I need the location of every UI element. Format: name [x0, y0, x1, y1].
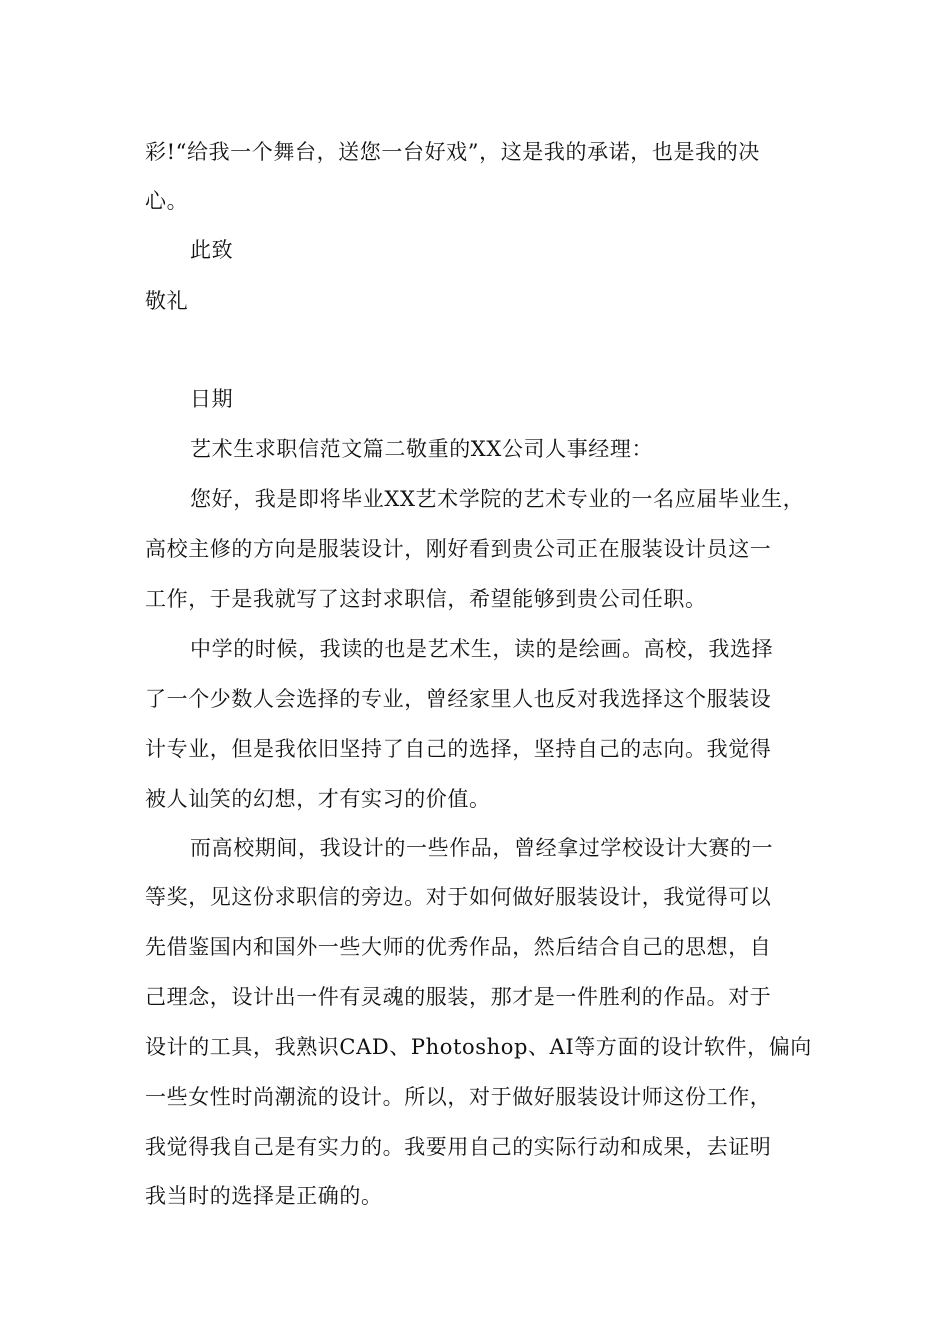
- text-line: 我当时的选择是正确的。: [145, 1184, 383, 1208]
- text-line: 己理念，设计出一件有灵魂的服装，那才是一件胜利的作品。对于: [145, 985, 772, 1009]
- text-line: 我觉得我自己是有实力的。我要用自己的实际行动和成果，去证明: [145, 1135, 772, 1159]
- text-line: 而高校期间，我设计的一些作品，曾经拿过学校设计大赛的一: [190, 836, 774, 860]
- closing-regards: 敬礼: [145, 289, 189, 313]
- closing-salutation: 此致: [190, 238, 234, 262]
- text-line: 设计的工具，我熟识CAD、Photoshop、AI等方面的设计软件，偏向: [145, 1035, 812, 1059]
- section-heading: 艺术生求职信范文篇二敬重的XX公司人事经理：: [190, 437, 654, 461]
- text-line: 您好，我是即将毕业XX艺术学院的艺术专业的一名应届毕业生，: [190, 487, 805, 511]
- text-line: 计专业，但是我依旧坚持了自己的选择，坚持自己的志向。我觉得: [145, 737, 772, 761]
- text-line: 被人讪笑的幻想，才有实习的价值。: [145, 787, 491, 811]
- text-line: 高校主修的方向是服装设计，刚好看到贵公司正在服装设计员这一: [145, 537, 772, 561]
- text-line: 工作，于是我就写了这封求职信，希望能够到贵公司任职。: [145, 587, 707, 611]
- text-line: 彩!“给我一个舞台，送您一台好戏”，这是我的承诺，也是我的决: [145, 140, 760, 164]
- text-line: 中学的时候，我读的也是艺术生，读的是绘画。高校，我选择: [190, 637, 774, 661]
- date-label: 日期: [190, 387, 234, 411]
- text-line: 心。: [145, 189, 189, 213]
- text-line: 先借鉴国内和国外一些大师的优秀作品，然后结合自己的思想，自: [145, 935, 772, 959]
- text-line: 等奖，见这份求职信的旁边。对于如何做好服装设计，我觉得可以: [145, 885, 772, 909]
- text-line: 了一个少数人会选择的专业，曾经家里人也反对我选择这个服装设: [145, 687, 772, 711]
- text-line: 一些女性时尚潮流的设计。所以，对于做好服装设计师这份工作，: [145, 1085, 772, 1109]
